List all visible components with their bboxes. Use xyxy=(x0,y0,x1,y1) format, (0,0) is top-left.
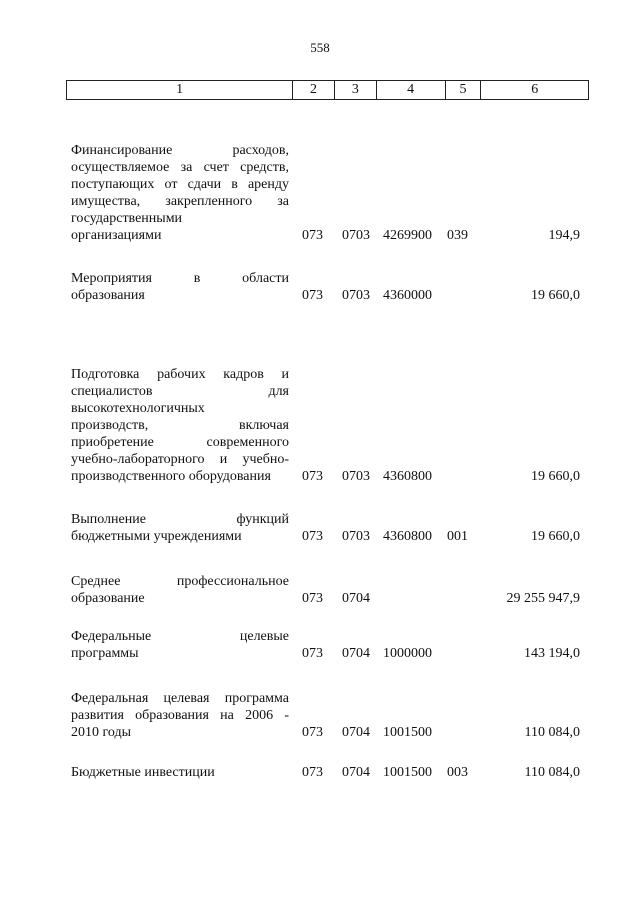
cell-c3: 0704 xyxy=(342,591,370,606)
description-line: государственными xyxy=(71,211,183,226)
cell-c5: 003 xyxy=(447,765,468,780)
cell-c2: 073 xyxy=(302,469,323,484)
description-line: развития образования на 2006 - xyxy=(71,708,289,723)
cell-c3: 0703 xyxy=(342,529,370,544)
cell-c3: 0703 xyxy=(342,469,370,484)
description-line: осуществляемое за счет средств, xyxy=(71,160,289,175)
description-line: Мероприятия в области xyxy=(71,271,289,286)
row-description xyxy=(71,690,289,741)
cell-c6: 110 084,0 xyxy=(524,765,580,780)
description-line: бюджетными учреждениями xyxy=(71,529,242,544)
description-line: Федеральные целевые xyxy=(71,629,289,644)
cell-c4: 1000000 xyxy=(383,646,432,661)
row-description xyxy=(71,142,289,244)
header-col-5: 5 xyxy=(446,81,482,99)
cell-c4: 4269900 xyxy=(383,228,432,243)
description-line: образования xyxy=(71,288,145,303)
cell-c6: 19 660,0 xyxy=(531,529,580,544)
cell-c5: 039 xyxy=(447,228,468,243)
description-line: Выполнение функций xyxy=(71,512,289,527)
description-line: 2010 годы xyxy=(71,725,132,740)
description-line: учебно-лабораторного и учебно- xyxy=(71,452,289,467)
description-line: организациями xyxy=(71,228,162,243)
row-description xyxy=(71,511,289,545)
cell-c6: 110 084,0 xyxy=(524,725,580,740)
description-line: поступающих от сдачи в аренду xyxy=(71,177,289,192)
cell-c6: 19 660,0 xyxy=(531,288,580,303)
description-line: программы xyxy=(71,646,139,661)
row-description xyxy=(71,628,289,662)
cell-c6: 143 194,0 xyxy=(524,646,580,661)
cell-c4: 4360000 xyxy=(383,288,432,303)
header-col-1: 1 xyxy=(67,81,293,99)
description-line: высокотехнологичных xyxy=(71,401,205,416)
cell-c4: 4360800 xyxy=(383,469,432,484)
description-line: Подготовка рабочих кадров и xyxy=(71,367,289,382)
row-description xyxy=(71,270,289,304)
description-line: Бюджетные инвестиции xyxy=(71,765,215,780)
row-description xyxy=(71,573,289,607)
cell-c2: 073 xyxy=(302,529,323,544)
cell-c3: 0704 xyxy=(342,765,370,780)
row-description xyxy=(71,764,289,781)
description-line: Федеральная целевая программа xyxy=(71,691,289,706)
cell-c4: 1001500 xyxy=(383,765,432,780)
description-line: специалистов для xyxy=(71,384,289,399)
cell-c4: 4360800 xyxy=(383,529,432,544)
cell-c3: 0703 xyxy=(342,228,370,243)
description-line: производств, включая xyxy=(71,418,289,433)
header-col-6: 6 xyxy=(531,82,539,97)
description-line: Среднее профессиональное xyxy=(71,574,289,589)
page-number: 558 xyxy=(310,40,330,55)
description-line: имущества, закрепленного за xyxy=(71,194,289,209)
header-col-3: 3 xyxy=(335,81,377,99)
description-line: приобретение современного xyxy=(71,435,289,450)
table-header xyxy=(66,80,589,100)
row-description xyxy=(71,366,289,485)
cell-c2: 073 xyxy=(302,646,323,661)
description-line: производственного оборудования xyxy=(71,469,271,484)
cell-c2: 073 xyxy=(302,228,323,243)
cell-c3: 0704 xyxy=(342,725,370,740)
cell-c2: 073 xyxy=(302,725,323,740)
cell-c3: 0703 xyxy=(342,288,370,303)
cell-c4: 1001500 xyxy=(383,725,432,740)
description-line: образование xyxy=(71,591,145,606)
header-col-4: 4 xyxy=(377,81,446,99)
cell-c5: 001 xyxy=(447,529,468,544)
cell-c6: 194,9 xyxy=(548,228,580,243)
cell-c2: 073 xyxy=(302,591,323,606)
description-line: Финансирование расходов, xyxy=(71,143,289,158)
cell-c3: 0704 xyxy=(342,646,370,661)
header-col-2: 2 xyxy=(293,81,335,99)
cell-c2: 073 xyxy=(302,288,323,303)
cell-c6: 19 660,0 xyxy=(531,469,580,484)
cell-c6: 29 255 947,9 xyxy=(506,591,580,606)
cell-c2: 073 xyxy=(302,765,323,780)
